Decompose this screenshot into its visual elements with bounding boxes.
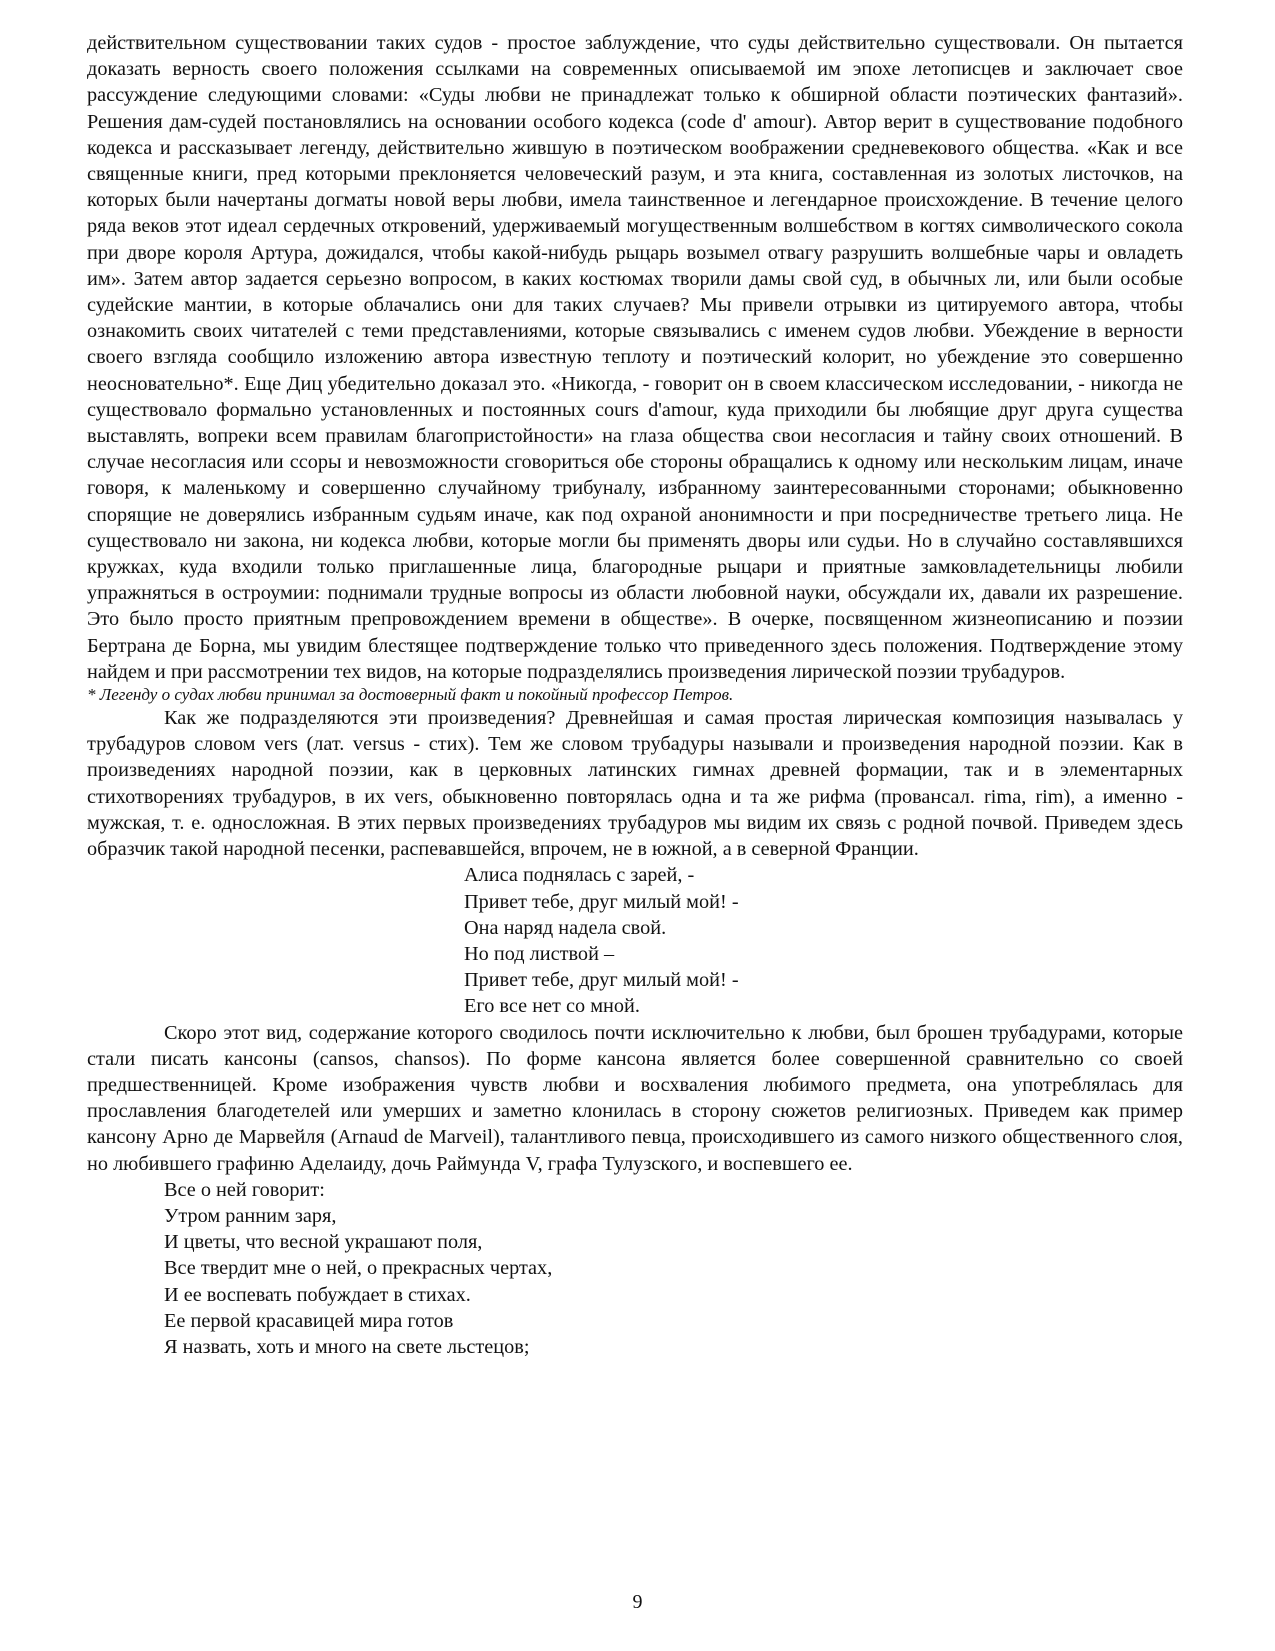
poem-line: Алиса поднялась с зарей, - [464,864,695,887]
page-number: 9 [632,1591,643,1613]
poem-alisa [87,862,1183,1019]
poem-line: Ее первой красавицей мира готов [164,1309,454,1332]
poem-line: Привет тебе, друг милый мой! - [464,890,739,913]
poem-canso [87,1177,1183,1360]
poem-line: Привет тебе, друг милый мой! - [464,969,739,992]
poem-line: Она наряд надела свой. [464,916,667,939]
poem-line: Но под листвой – [464,942,615,965]
poem-line: Его все нет со мной. [464,995,640,1018]
poem-line: Все о ней говорит: [164,1178,325,1201]
body-paragraph-2: Как же подразделяются эти произведения? Древнейшая и самая простая лирическая композиция называлась у трубадуров словом vers (лат. versus - стих). Тем же словом трубадуры называли и произведения народной поэзии. Как в произведениях народной поэзии, как в церковных латинских гимнах древней формации, так и в элементарных стихотворениях трубадуров, в их vers, обыкновенно повторялась одна и та же рифма (провансал. rima, rim), а именно - мужская, т. е. односложная. В этих первых произведениях трубадуров мы видим их связь с родной почвой. Приведем здесь образчик такой народной песенки, распевавшейся, впрочем, не в южной, а в северной Франции. [87,707,1183,861]
body-paragraph-1: действительном существовании таких судов - простое заблуждение, что суды действительно существовали. Он пытается доказать верность своего положения ссылками на современных описываемой им эпохе летописцев и заключает свое рассуждение следующими словами: «Суды любви не принадлежат только к обширной области поэтических фантазий». Решения дам-судей постановлялись на основании особого кодекса (code d' amour). Автор верит в существование подобного кодекса и рассказывает легенду, действительно жившую в поэтическом воображении средневекового общества. «Как и все священные книги, пред которыми преклоняется человеческий разум, и эта книга, составленная из золотых листочков, на которых были начертаны догматы новой веры любви, имела таинственное и легендарное происхождение. В течение целого ряда веков этот идеал сердечных откровений, удерживаемый могущественным волшебством в когтях символического сокола при дворе короля Артура, дожидался, чтобы какой-нибудь рыцарь возымел отвагу разрушить волшебные чары и овладеть им». Затем автор задается серьезно вопросом, в каких костюмах творили дамы свой суд, в обычных ли, или были особые судейские мантии, в которые облачались они для таких случаев? Мы привели отрывки из цитируемого автора, чтобы ознакомить своих читателей с теми представлениями, которые связывались с именем судов любви. Убеждение в верности своего взгляда сообщило изложению автора известную теплоту и поэтический колорит, но убеждение это совершенно неосновательно*. Еще Диц убедительно доказал это. «Никогда, - говорит он в своем классическом исследовании, - никогда не существовало формально установленных и постоянных cours d'amour, куда приходили бы любящие друг друга существа выставлять, вопреки всем правилам благопристойности» на глаза общества свои несогласия и тайну своих отношений. В случае несогласия или ссоры и невозможности сговориться обе стороны обращались к одному или нескольким лицам, иначе говоря, к маленькому и совершенно случайному трибуналу, избранному заинтересованными сторонами; обыкновенно спорящие не доверялись избранным судьям иначе, как под охраной анонимности и при посредничестве третьего лица. Не существовало ни закона, ни кодекса любви, которые могли бы применять дворы или судьи. Но в случайно составлявшихся кружках, куда входили только приглашенные лица, благородные рыцари и приятные замковладетельницы любили упражняться в остроумии: поднимали трудные вопросы из области любовной науки, обсуждали их, давали их разрешение. Это было просто приятным препровождением времени в обществе». В очерке, посвященном жизнеописанию и поэзии Бертрана де Борна, мы увидим блестящее подтверждение только что приведенного здесь положения. Подтверждение этому найдем и при рассмотрении тех видов, на которые подразделялись произведения лирической поэзии трубадуров. [87,32,1183,683]
page-body [87,30,1183,1360]
body-paragraph-3: Скоро этот вид, содержание которого сводилось почти исключительно к любви, был брошен трубадурами, которые стали писать кансоны (cansos, chansos). По форме кансона является более совершенной сравнительно со своей предшественницей. Кроме изображения чувств любви и восхваления любимого предмета, она употреблялась для прославления благодетелей или умерших и заметно клонилась в сторону сюжетов религиозных. Приведем как пример кансону Арно де Марвейля (Arnaud de Marveil), талантливого певца, происходившего из самого низкого общественного слоя, но любившего графиню Аделаиду, дочь Раймунда V, графа Тулузского, и воспевшего ее. [87,1021,1183,1175]
poem-line: И ее воспевать побуждает в стихах. [164,1283,471,1306]
poem-line: Все твердит мне о ней, о прекрасных чертах, [164,1257,553,1280]
poem-line: И цветы, что весной украшают поля, [164,1231,483,1254]
poem-line: Я назвать, хоть и много на свете льстецов; [164,1335,530,1358]
footnote: * Легенду о судах любви принимал за достоверный факт и покойный профессор Петров. [87,685,734,705]
poem-line: Утром ранним заря, [164,1204,337,1227]
